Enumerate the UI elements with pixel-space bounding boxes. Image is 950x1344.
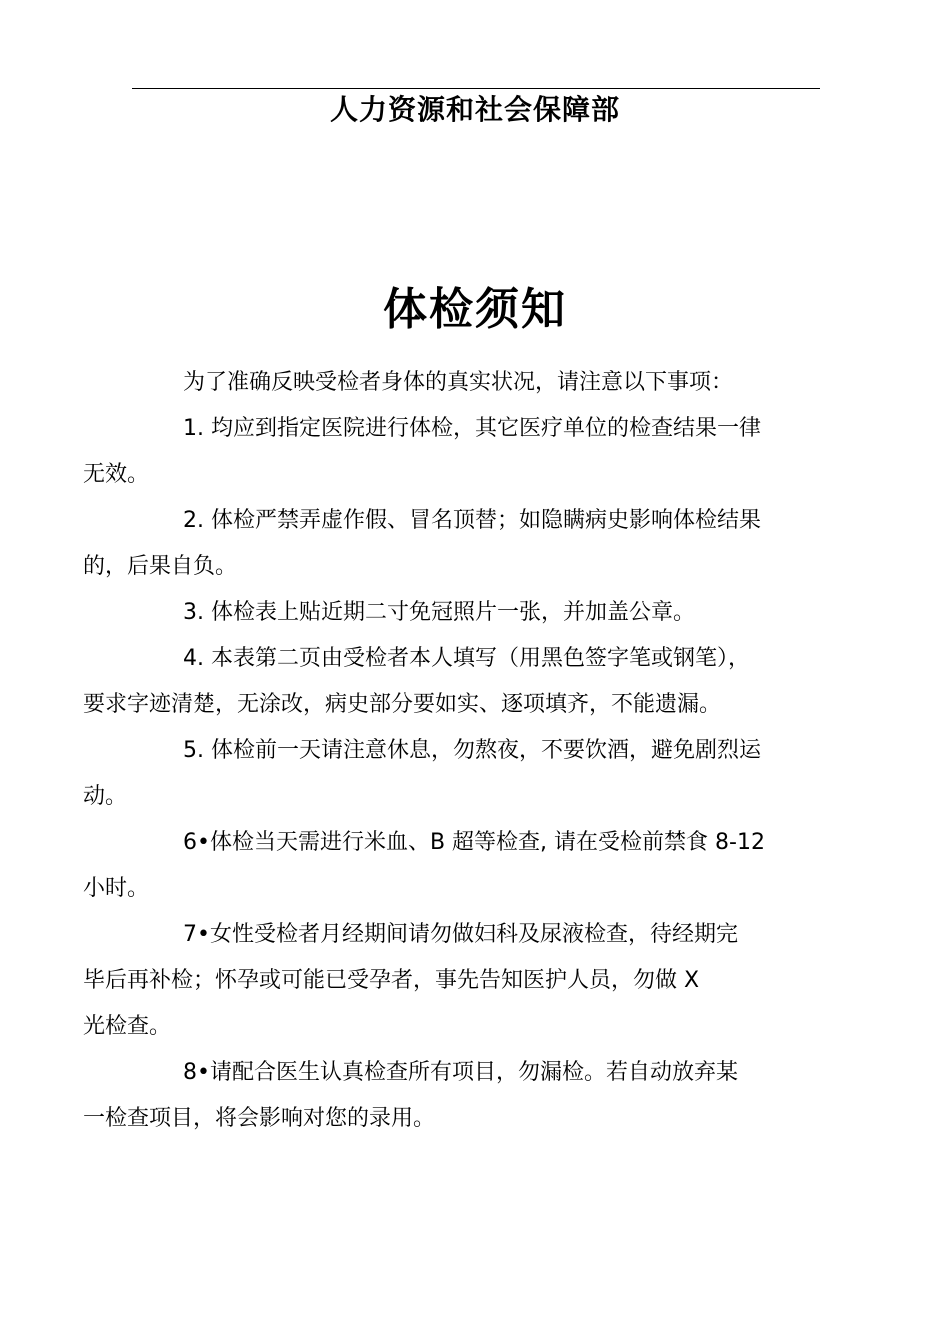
intro-paragraph — [133, 360, 833, 406]
notice-line: 要求字迹清楚，无涂改，病史部分要如实、逐项填齐，不能遗漏。 — [83, 692, 722, 717]
organization-name: 人力资源和社会保障部 — [329, 93, 620, 126]
notice-item-4 — [83, 636, 833, 728]
notice-line: 的，后果自负。 — [83, 554, 238, 579]
notice-line: 6•体检当天需进行米血、B 超等检查, 请在受检前禁食 8-12 — [183, 830, 765, 855]
notice-item-1 — [83, 406, 833, 498]
document-body — [83, 360, 833, 1142]
header-rule — [132, 88, 820, 89]
notice-line: 毕后再补检；怀孕或可能已受孕者，事先告知医护人员，勿做 X — [83, 968, 700, 993]
notice-line: 无效。 — [83, 462, 150, 487]
notice-line: 光检查。 — [83, 1014, 172, 1039]
notice-line: 7•女性受检者月经期间请勿做妇科及尿液检查，待经期完 — [183, 922, 738, 947]
notice-line: 4. 本表第二页由受检者本人填写（用黑色签字笔或钢笔）， — [183, 646, 750, 671]
notice-item-3 — [133, 590, 833, 636]
document-title: 体检须知 — [383, 284, 567, 335]
notice-item-7 — [83, 912, 833, 1050]
notice-item-6 — [83, 820, 833, 912]
notice-item-2 — [83, 498, 833, 590]
notice-line: 5. 体检前一天请注意休息，勿熬夜，不要饮酒，避免剧烈运 — [183, 738, 761, 763]
notice-line: 一检查项目，将会影响对您的录用。 — [83, 1106, 436, 1131]
notice-item-8 — [83, 1050, 833, 1142]
notice-line: 2. 体检严禁弄虚作假、冒名顶替；如隐瞒病史影响体检结果 — [183, 508, 761, 533]
notice-line: 8•请配合医生认真检查所有项目，勿漏检。若自动放弃某 — [183, 1060, 738, 1085]
intro-line: 为了准确反映受检者身体的真实状况，请注意以下事项： — [183, 370, 734, 395]
notice-line: 3. 体检表上贴近期二寸免冠照片一张，并加盖公章。 — [183, 600, 695, 625]
notice-line: 动。 — [83, 784, 128, 809]
notice-line: 小时。 — [83, 876, 150, 901]
notice-item-5 — [83, 728, 833, 820]
notice-line: 1. 均应到指定医院进行体检，其它医疗单位的检查结果一律 — [183, 416, 761, 441]
